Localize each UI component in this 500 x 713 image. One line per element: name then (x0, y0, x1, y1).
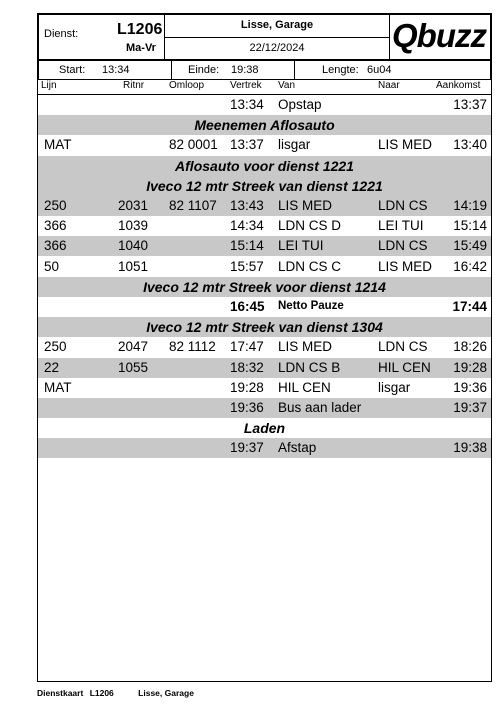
lengte-box (294, 60, 491, 80)
cell-van: Bus aan lader (278, 400, 362, 415)
cell-van: LDN CS D (278, 218, 342, 234)
cell-van: LDN CS C (278, 258, 342, 274)
section-header: Iveco 12 mtr Streek voor dienst 1214 (38, 277, 491, 297)
cell-omloop: 82 1112 (169, 339, 216, 355)
section-header: Aflosauto voor dienst 1221 (38, 156, 491, 176)
dienst-label: Dienst: (44, 28, 79, 40)
cell-naar: LDN CS (378, 238, 428, 254)
cell-naar: LEI TUI (378, 218, 424, 234)
locatie: Lisse, Garage (240, 19, 314, 31)
einde-box (171, 60, 295, 80)
cell-van: HIL CEN (278, 379, 331, 395)
cell-vertrek: 18:32 (230, 359, 264, 375)
cell-vertrek: 15:57 (230, 258, 264, 274)
dienst-box (38, 14, 165, 60)
cell-aankomst: 16:42 (453, 258, 487, 274)
cell-vertrek: 13:37 (230, 137, 264, 153)
trip-row (38, 95, 491, 115)
cell-lijn: MAT (44, 137, 72, 153)
cell-aankomst: 19:28 (453, 359, 487, 375)
cell-aankomst: 13:37 (453, 97, 487, 112)
cell-aankomst: 15:14 (453, 218, 487, 234)
cell-lijn: 250 (44, 339, 67, 355)
cell-ritnr: 2031 (118, 198, 149, 213)
trip-row (38, 378, 491, 398)
cell-van: Afstap (278, 440, 317, 456)
cell-vertrek: 15:14 (230, 238, 264, 254)
cell-lijn: 50 (44, 258, 60, 274)
trip-row (38, 216, 491, 236)
cell-lijn: 22 (44, 359, 60, 375)
footer (37, 688, 194, 698)
cell-vertrek: 16:45 (230, 299, 265, 314)
header (38, 14, 491, 60)
lengte-label: Lengte: (322, 64, 359, 76)
locatie-box (164, 14, 390, 38)
cell-aankomst: 19:37 (453, 400, 487, 415)
cell-van: LIS MED (278, 339, 333, 355)
col-aankomst: Aankomst (436, 80, 481, 91)
cell-lijn: MAT (44, 379, 72, 395)
trip-row (38, 257, 491, 277)
datum: 22/12/2024 (249, 42, 305, 54)
cell-vertrek: 14:34 (230, 218, 264, 234)
cell-omloop: 82 1107 (169, 198, 217, 213)
dagtype: Ma-Vr (126, 42, 156, 54)
footer-kaart-label: Dienstkaart (37, 688, 84, 698)
column-headers (38, 80, 491, 95)
col-ritnr: Ritnr (123, 80, 145, 91)
cell-ritnr: 2047 (118, 339, 149, 355)
cell-van: Netto Pauze (278, 300, 344, 312)
cell-van: LIS MED (278, 198, 333, 213)
lengte-value: 6u04 (367, 64, 392, 76)
cell-lijn: 250 (44, 198, 67, 213)
cell-lijn: 366 (44, 238, 67, 254)
section-header: Iveco 12 mtr Streek van dienst 1221 (38, 176, 491, 196)
footer-locatie: Lisse, Garage (138, 688, 194, 698)
trip-row (38, 398, 491, 418)
trip-row (38, 236, 491, 256)
cell-ritnr: 1055 (118, 359, 149, 375)
cell-naar: lisgar (378, 379, 411, 395)
cell-vertrek: 19:28 (230, 379, 264, 395)
cell-aankomst: 19:38 (453, 440, 487, 456)
start-box (38, 60, 172, 80)
datum-box (164, 37, 390, 60)
logo-box (389, 14, 491, 60)
cell-naar: LIS MED (378, 137, 433, 153)
section-header: Laden (243, 420, 286, 437)
cell-naar: LIS MED (378, 258, 433, 274)
qbuzz-logo: Qbuzz (392, 17, 486, 54)
dienstkaart-sheet (37, 13, 492, 682)
cell-naar: HIL CEN (378, 359, 431, 375)
section-header: Iveco 12 mtr Streek van dienst 1304 (38, 317, 491, 337)
cell-van: LEI TUI (278, 238, 324, 254)
trip-row (38, 196, 491, 216)
footer-kaart-code: L1206 (89, 688, 114, 698)
col-van: Van (278, 80, 296, 91)
trip-row (38, 337, 491, 357)
cell-aankomst: 15:49 (453, 238, 487, 254)
cell-aankomst: 14:19 (453, 198, 487, 213)
cell-aankomst: 17:44 (452, 299, 487, 314)
cell-aankomst: 19:36 (453, 379, 487, 395)
col-naar: Naar (378, 80, 400, 91)
cell-van: LDN CS B (278, 359, 341, 375)
cell-lijn: 366 (44, 218, 67, 234)
dienst-code: L1206 (117, 21, 163, 38)
pause-row (38, 297, 491, 317)
cell-vertrek: 13:43 (230, 198, 264, 213)
cell-ritnr: 1040 (118, 238, 149, 254)
cell-aankomst: 13:40 (453, 137, 487, 153)
cell-aankomst: 18:26 (453, 339, 487, 355)
start-label: Start: (59, 64, 86, 76)
cell-van: Opstap (278, 97, 322, 112)
cell-vertrek: 19:36 (230, 400, 264, 415)
cell-ritnr: 1039 (118, 218, 149, 234)
cell-ritnr: 1051 (118, 258, 149, 274)
col-lijn: Lijn (41, 80, 57, 91)
trip-row (38, 135, 491, 155)
cell-naar: LDN CS (378, 339, 428, 355)
col-omloop: Omloop (169, 80, 205, 91)
cell-vertrek: 13:34 (230, 97, 264, 112)
einde-value: 19:38 (231, 64, 259, 76)
section-header: Meenemen Aflosauto (38, 115, 491, 135)
cell-vertrek: 19:37 (230, 440, 264, 456)
einde-label: Einde: (188, 64, 220, 76)
cell-van: lisgar (278, 137, 311, 153)
start-value: 13:34 (102, 64, 130, 76)
cell-vertrek: 17:47 (230, 339, 264, 355)
cell-omloop: 82 0001 (169, 137, 218, 153)
trip-row (38, 358, 491, 378)
trip-row (38, 438, 491, 458)
col-vertrek: Vertrek (230, 80, 262, 91)
cell-naar: LDN CS (378, 198, 428, 213)
